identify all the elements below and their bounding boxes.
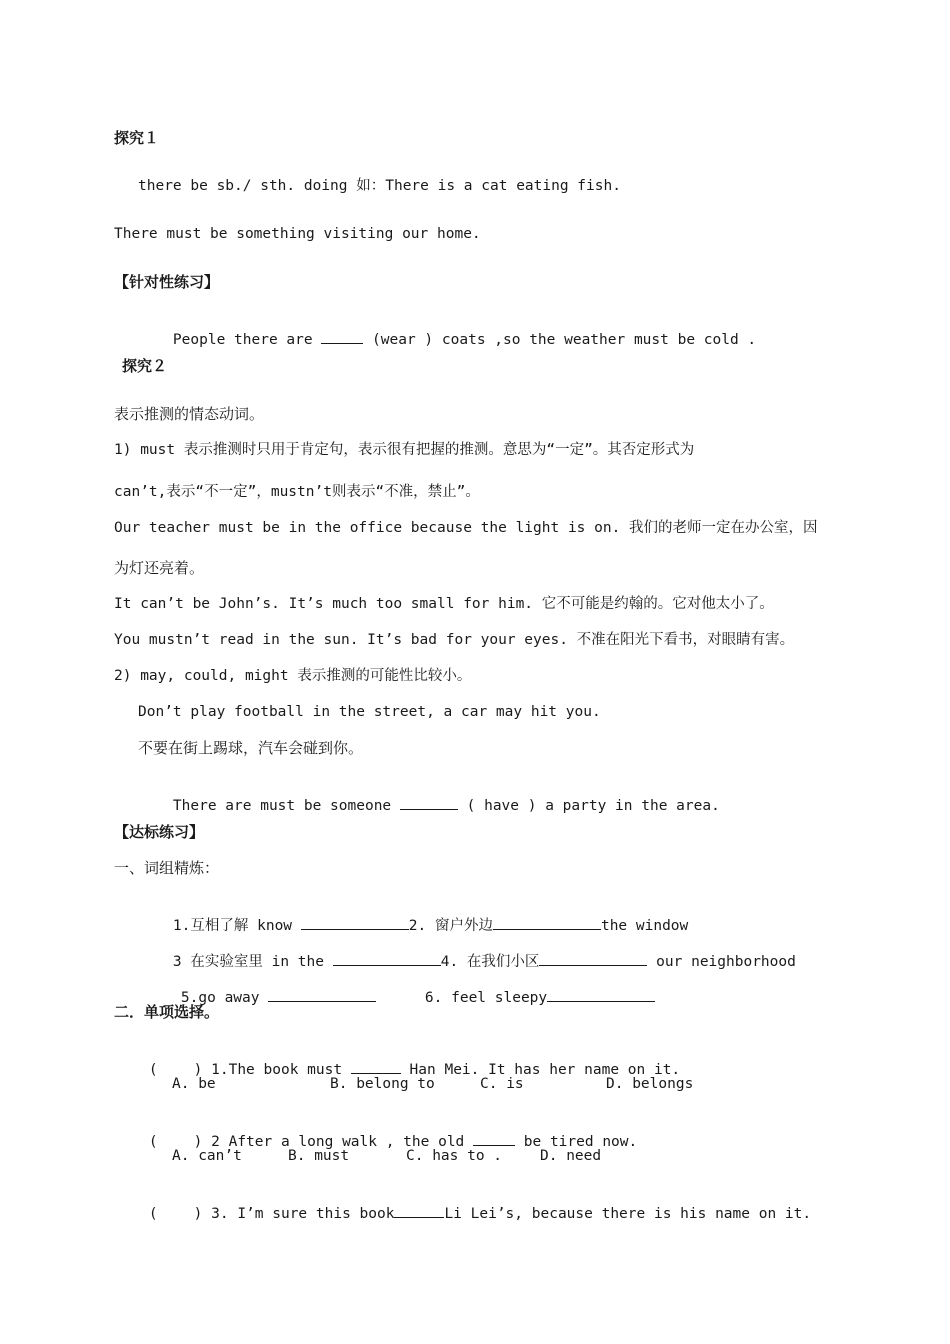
text: the window bbox=[600, 918, 689, 934]
answer-blank[interactable] bbox=[400, 794, 458, 810]
text: 2 After a long walk , the old bbox=[211, 1134, 474, 1150]
text: 5.go away bbox=[180, 990, 269, 1006]
example-sentence: You mustn’t read in the sun. It’s bad for your eyes. 不准在阳光下看书，对眼睛有害。 bbox=[114, 632, 795, 648]
exercise-line bbox=[138, 774, 720, 836]
paragraph: 不要在街上踢球，汽车会碰到你。 bbox=[138, 739, 364, 757]
text: 1.The book must bbox=[211, 1062, 351, 1078]
text: Han Mei. It has her name on it. bbox=[400, 1062, 681, 1078]
answer-blank[interactable] bbox=[333, 950, 441, 966]
option-d: D. belongs bbox=[606, 1076, 694, 1092]
example-sentence: Don’t play football in the street, a car may hit you. bbox=[138, 704, 601, 720]
text: ( have ) a party in the area. bbox=[457, 798, 720, 814]
answer-blank[interactable] bbox=[473, 1130, 515, 1146]
subsection-heading: 一、词组精炼： bbox=[114, 859, 220, 877]
answer-blank[interactable] bbox=[394, 1202, 444, 1218]
paragraph: There must be something visiting our home. bbox=[114, 226, 481, 242]
paragraph: 表示推测的情态动词。 bbox=[114, 405, 265, 423]
practice-heading: 【针对性练习】 bbox=[114, 273, 220, 291]
text: 4. 在我们小区 bbox=[440, 954, 540, 970]
text: There are must be someone bbox=[172, 798, 400, 814]
option-a: A. be bbox=[172, 1076, 216, 1092]
paragraph: there be sb./ sth. doing 如：There is a cat eating fish. bbox=[138, 178, 621, 194]
text: People there are bbox=[172, 332, 322, 348]
section-heading-1: 探究１ bbox=[114, 129, 160, 147]
paragraph: 1) must 表示推测时只用于肯定句，表示很有把握的推测。意思为“一定”。其否定形式为 bbox=[114, 442, 695, 458]
text: 3 在实验室里 in the bbox=[172, 954, 333, 970]
text: ( bbox=[148, 1062, 158, 1078]
practice-heading: 【达标练习】 bbox=[114, 823, 205, 841]
text: ) bbox=[193, 1062, 203, 1078]
answer-blank[interactable] bbox=[268, 986, 376, 1002]
answer-blank[interactable] bbox=[301, 914, 409, 930]
exercise-line bbox=[138, 308, 756, 370]
answer-blank[interactable] bbox=[321, 328, 363, 344]
option-c: C. is bbox=[480, 1076, 524, 1092]
text: ( bbox=[148, 1206, 158, 1222]
answer-blank[interactable] bbox=[493, 914, 601, 930]
text: 2. 窗户外边 bbox=[408, 918, 493, 934]
text: ) bbox=[193, 1134, 203, 1150]
question-3 bbox=[114, 1182, 811, 1244]
answer-blank[interactable] bbox=[547, 986, 655, 1002]
option-b: B. must bbox=[288, 1148, 350, 1164]
text: 1.互相了解 know bbox=[172, 918, 301, 934]
example-sentence: Our teacher must be in the office because the light is on. 我们的老师一定在办公室，因 bbox=[114, 520, 818, 536]
text: 6. feel sleepy bbox=[424, 990, 548, 1006]
answer-blank[interactable] bbox=[351, 1058, 401, 1074]
text: Li Lei’s, because there is his name on it. bbox=[444, 1206, 812, 1222]
exercise-line bbox=[390, 966, 655, 1028]
option-c: C. has to . bbox=[406, 1148, 503, 1164]
paragraph: 为灯还亮着。 bbox=[114, 559, 205, 577]
paragraph: 2) may, could, might 表示推测的可能性比较小。 bbox=[114, 668, 472, 684]
option-b: B. belong to bbox=[330, 1076, 435, 1092]
text: be tired now. bbox=[515, 1134, 638, 1150]
subsection-heading: 二．单项选择。 bbox=[114, 1003, 220, 1021]
text: ( bbox=[148, 1134, 158, 1150]
example-sentence: It can’t be John’s. It’s much too small for him. 它不可能是约翰的。它对他太小了。 bbox=[114, 596, 774, 612]
section-heading-2: 探究２ bbox=[122, 357, 168, 375]
paragraph: can’t,表示“不一定”，mustn’t则表示“不准，禁止”。 bbox=[114, 484, 480, 500]
text: 3. I’m sure this book bbox=[211, 1206, 395, 1222]
answer-blank[interactable] bbox=[539, 950, 647, 966]
text: ) bbox=[193, 1206, 203, 1222]
option-a: A. can’t bbox=[172, 1148, 242, 1164]
text: our neighborhood bbox=[647, 954, 796, 970]
option-d: D. need bbox=[540, 1148, 602, 1164]
text: (wear ) coats ,so the weather must be cold . bbox=[363, 332, 757, 348]
